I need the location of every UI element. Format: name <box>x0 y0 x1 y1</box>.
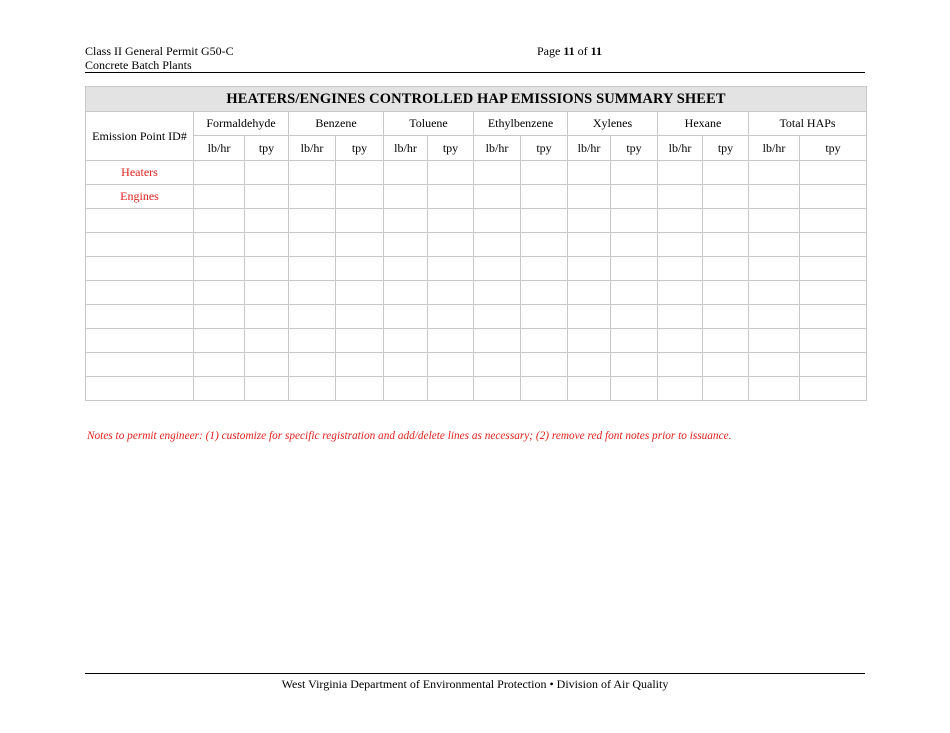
emission-value-cell <box>428 257 474 281</box>
emission-value-cell <box>474 209 521 233</box>
emission-value-cell <box>194 329 245 353</box>
emission-value-cell <box>749 377 800 401</box>
emission-point-id-cell <box>86 281 194 305</box>
pollutant-header: Xylenes <box>568 112 658 136</box>
emission-value-cell <box>800 185 867 209</box>
emission-point-id-cell <box>86 377 194 401</box>
table-row <box>86 353 867 377</box>
emission-value-cell <box>428 281 474 305</box>
emission-value-cell <box>194 377 245 401</box>
emission-value-cell <box>289 377 336 401</box>
emission-value-cell <box>611 209 658 233</box>
emission-value-cell <box>611 305 658 329</box>
emission-value-cell <box>336 257 384 281</box>
table-row <box>86 329 867 353</box>
emission-value-cell <box>428 233 474 257</box>
emission-value-cell <box>703 377 749 401</box>
emission-point-id-cell <box>86 353 194 377</box>
emission-value-cell <box>245 209 289 233</box>
emission-value-cell <box>474 185 521 209</box>
emission-value-cell <box>658 377 703 401</box>
emission-value-cell <box>428 329 474 353</box>
emission-point-id-cell: Heaters <box>86 161 194 185</box>
emission-value-cell <box>703 257 749 281</box>
emission-point-id-cell <box>86 305 194 329</box>
emission-value-cell <box>521 233 568 257</box>
header-permit-info <box>85 44 234 72</box>
emission-value-cell <box>521 305 568 329</box>
emission-value-cell <box>800 233 867 257</box>
emission-value-cell <box>521 185 568 209</box>
table-row <box>86 185 867 209</box>
emission-value-cell <box>703 281 749 305</box>
unit-header: lb/hr <box>474 136 521 161</box>
emission-value-cell <box>703 329 749 353</box>
unit-header: tpy <box>336 136 384 161</box>
emission-value-cell <box>568 305 611 329</box>
emission-value-cell <box>384 257 428 281</box>
emission-value-cell <box>658 257 703 281</box>
emission-value-cell <box>384 233 428 257</box>
emission-value-cell <box>384 377 428 401</box>
emission-value-cell <box>194 281 245 305</box>
unit-header: lb/hr <box>568 136 611 161</box>
emission-value-cell <box>521 377 568 401</box>
emission-value-cell <box>384 353 428 377</box>
emission-value-cell <box>800 209 867 233</box>
emission-value-cell <box>428 377 474 401</box>
emission-value-cell <box>749 233 800 257</box>
emission-value-cell <box>568 281 611 305</box>
table-row <box>86 161 867 185</box>
emission-value-cell <box>289 305 336 329</box>
table-row <box>86 305 867 329</box>
emission-point-id-cell <box>86 233 194 257</box>
emission-value-cell <box>800 161 867 185</box>
pollutant-header: Benzene <box>289 112 384 136</box>
emission-value-cell <box>749 257 800 281</box>
unit-header: tpy <box>703 136 749 161</box>
emission-point-id-cell <box>86 329 194 353</box>
emission-value-cell <box>749 209 800 233</box>
emission-value-cell <box>749 353 800 377</box>
emission-point-id-header: Emission Point ID# <box>86 112 194 161</box>
page-number <box>537 44 602 58</box>
emission-value-cell <box>658 281 703 305</box>
emission-value-cell <box>336 185 384 209</box>
emission-value-cell <box>521 209 568 233</box>
emission-point-id-cell <box>86 209 194 233</box>
table-row <box>86 233 867 257</box>
emission-value-cell <box>749 185 800 209</box>
emission-value-cell <box>611 353 658 377</box>
emission-value-cell <box>289 353 336 377</box>
table-row <box>86 377 867 401</box>
emission-value-cell <box>245 329 289 353</box>
permit-engineer-notes: Notes to permit engineer: (1) customize for specific registration and add/delete lines as necessary; (2) remove red font notes prior to issuance. <box>87 430 732 442</box>
emission-value-cell <box>658 233 703 257</box>
emission-value-cell <box>800 281 867 305</box>
table-row <box>86 257 867 281</box>
emission-value-cell <box>194 233 245 257</box>
emission-value-cell <box>658 185 703 209</box>
emission-value-cell <box>611 185 658 209</box>
emission-value-cell <box>428 185 474 209</box>
table-title: HEATERS/ENGINES CONTROLLED HAP EMISSIONS SUMMARY SHEET <box>86 87 867 112</box>
page-of: of <box>577 44 588 58</box>
emission-value-cell <box>428 353 474 377</box>
emission-value-cell <box>474 329 521 353</box>
emission-value-cell <box>245 377 289 401</box>
emission-value-cell <box>703 305 749 329</box>
emission-value-cell <box>336 353 384 377</box>
emission-value-cell <box>336 281 384 305</box>
emission-value-cell <box>800 353 867 377</box>
emission-value-cell <box>474 233 521 257</box>
emission-value-cell <box>658 329 703 353</box>
emission-value-cell <box>658 209 703 233</box>
emission-value-cell <box>336 233 384 257</box>
hap-emissions-summary-table <box>85 86 867 401</box>
unit-header: lb/hr <box>749 136 800 161</box>
unit-header: lb/hr <box>384 136 428 161</box>
unit-header: tpy <box>800 136 867 161</box>
emission-value-cell <box>194 161 245 185</box>
pollutant-header: Hexane <box>658 112 749 136</box>
pollutant-header: Toluene <box>384 112 474 136</box>
emission-value-cell <box>474 257 521 281</box>
emission-value-cell <box>336 161 384 185</box>
emission-value-cell <box>568 209 611 233</box>
emission-value-cell <box>336 209 384 233</box>
page-total: 11 <box>590 44 603 58</box>
emission-value-cell <box>384 185 428 209</box>
emission-value-cell <box>611 257 658 281</box>
page-prefix: Page <box>537 44 561 58</box>
emission-value-cell <box>703 161 749 185</box>
emission-value-cell <box>245 257 289 281</box>
emission-value-cell <box>289 209 336 233</box>
emission-value-cell <box>384 305 428 329</box>
emission-value-cell <box>521 257 568 281</box>
emission-value-cell <box>749 329 800 353</box>
unit-header: lb/hr <box>194 136 245 161</box>
page-header <box>85 44 865 73</box>
emission-value-cell <box>194 209 245 233</box>
emission-value-cell <box>336 377 384 401</box>
emission-value-cell <box>289 257 336 281</box>
pollutant-header: Total HAPs <box>749 112 867 136</box>
emission-value-cell <box>521 353 568 377</box>
emission-value-cell <box>611 233 658 257</box>
emission-value-cell <box>474 281 521 305</box>
emission-value-cell <box>800 329 867 353</box>
emission-value-cell <box>194 257 245 281</box>
emission-value-cell <box>384 209 428 233</box>
emission-value-cell <box>245 161 289 185</box>
emission-value-cell <box>568 257 611 281</box>
emission-value-cell <box>194 353 245 377</box>
pollutant-header: Formaldehyde <box>194 112 289 136</box>
emission-value-cell <box>194 305 245 329</box>
pollutant-header: Ethylbenzene <box>474 112 568 136</box>
emission-value-cell <box>428 305 474 329</box>
emission-value-cell <box>245 281 289 305</box>
header-permit-subtitle: Concrete Batch Plants <box>85 58 192 72</box>
emission-value-cell <box>428 209 474 233</box>
emission-point-id-cell <box>86 257 194 281</box>
unit-header: tpy <box>245 136 289 161</box>
emission-point-id-cell: Engines <box>86 185 194 209</box>
unit-header: lb/hr <box>289 136 336 161</box>
emission-value-cell <box>749 305 800 329</box>
emission-value-cell <box>800 257 867 281</box>
emission-value-cell <box>611 377 658 401</box>
emission-value-cell <box>384 281 428 305</box>
emission-value-cell <box>336 305 384 329</box>
emission-value-cell <box>521 161 568 185</box>
emission-value-cell <box>568 161 611 185</box>
unit-header: tpy <box>521 136 568 161</box>
emission-value-cell <box>749 281 800 305</box>
unit-header: tpy <box>428 136 474 161</box>
emission-value-cell <box>384 329 428 353</box>
emission-value-cell <box>289 281 336 305</box>
emission-value-cell <box>658 161 703 185</box>
emission-value-cell <box>474 161 521 185</box>
unit-header: lb/hr <box>658 136 703 161</box>
emission-value-cell <box>703 233 749 257</box>
table-row <box>86 281 867 305</box>
emission-value-cell <box>474 377 521 401</box>
emission-value-cell <box>194 185 245 209</box>
emission-value-cell <box>800 377 867 401</box>
emission-value-cell <box>703 209 749 233</box>
emission-value-cell <box>289 161 336 185</box>
emission-value-cell <box>703 185 749 209</box>
emission-value-cell <box>289 329 336 353</box>
emission-value-cell <box>289 185 336 209</box>
page-footer: West Virginia Department of Environmental Protection • Division of Air Quality <box>85 673 865 692</box>
emission-value-cell <box>245 233 289 257</box>
emission-value-cell <box>521 329 568 353</box>
table-row <box>86 209 867 233</box>
emission-value-cell <box>474 353 521 377</box>
emission-value-cell <box>658 305 703 329</box>
emission-value-cell <box>384 161 428 185</box>
emission-value-cell <box>568 329 611 353</box>
header-permit-title: Class II General Permit G50-C <box>85 44 234 58</box>
emission-value-cell <box>289 233 336 257</box>
emission-value-cell <box>245 185 289 209</box>
emission-value-cell <box>749 161 800 185</box>
emission-value-cell <box>568 377 611 401</box>
emission-value-cell <box>474 305 521 329</box>
emission-value-cell <box>568 353 611 377</box>
emission-value-cell <box>703 353 749 377</box>
emission-value-cell <box>611 161 658 185</box>
emission-value-cell <box>336 329 384 353</box>
emission-value-cell <box>428 161 474 185</box>
emission-value-cell <box>245 353 289 377</box>
emission-value-cell <box>568 233 611 257</box>
page-current: 11 <box>563 44 575 58</box>
emission-value-cell <box>611 329 658 353</box>
emission-value-cell <box>611 281 658 305</box>
emission-value-cell <box>800 305 867 329</box>
emission-value-cell <box>521 281 568 305</box>
emission-value-cell <box>658 353 703 377</box>
unit-header: tpy <box>611 136 658 161</box>
emission-value-cell <box>245 305 289 329</box>
emission-value-cell <box>568 185 611 209</box>
